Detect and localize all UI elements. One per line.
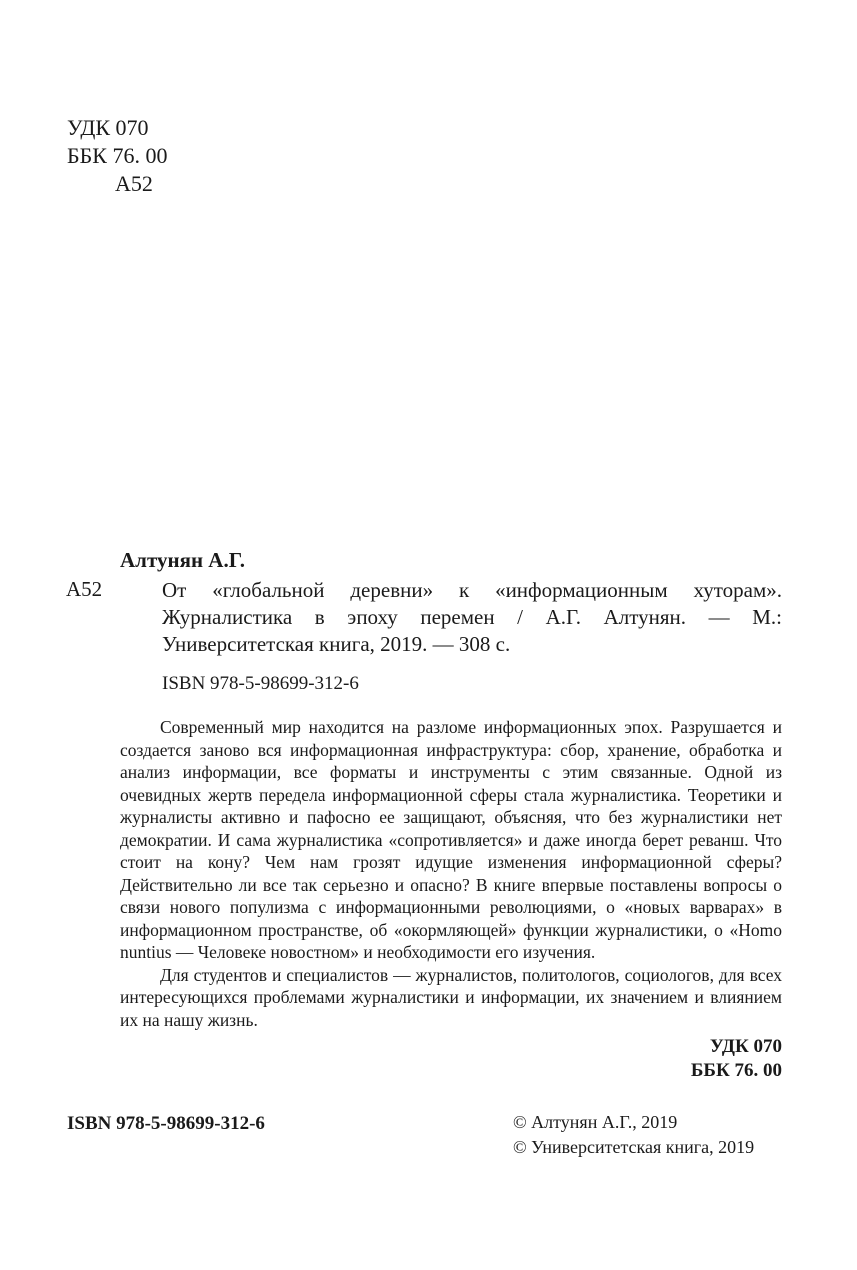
bibliographic-description: От «глобальной деревни» к «информационным хуторам». Журналистика в эпоху перемен / А.Г. Алтунян. — М.: Университетская книга, 2019. — 308 с. — [162, 578, 782, 656]
copyright-block — [513, 1110, 754, 1160]
catalog-author-mark: А52 — [66, 577, 103, 601]
bbk-code-bottom: ББК 76. 00 — [690, 1060, 782, 1081]
author-mark: А52 — [115, 171, 153, 196]
catalog-author: Алтунян А.Г. — [120, 548, 245, 572]
top-classification-codes — [67, 114, 167, 198]
udk-code-bottom: УДК 070 — [709, 1036, 782, 1057]
udk-code: УДК 070 — [67, 115, 149, 140]
bottom-classification-codes — [691, 1035, 782, 1083]
copyright-publisher: © Университетская книга, 2019 — [513, 1137, 755, 1157]
bbk-code: ББК 76. 00 — [67, 143, 168, 168]
annotation — [120, 716, 782, 1031]
annotation-paragraph: Для студентов и специалистов — журналистов, политологов, социологов, для всех интересующихся проблемами журналистики и информации, их значением и влиянием их на нашу жизнь. — [120, 964, 782, 1030]
copyright-author: © Алтунян А.Г., 2019 — [513, 1112, 678, 1132]
catalog-isbn: ISBN 978-5-98699-312-6 — [162, 673, 359, 694]
footer-isbn: ISBN 978-5-98699-312-6 — [67, 1113, 265, 1134]
annotation-paragraph: Современный мир находится на разломе информационных эпох. Разрушается и создается заново вся информационная инфраструктура: сбор, хранение, обработка и анализ информации, все форматы и инструменты с этим связанные. Одной из очевидных жертв передела информационной сферы стала журналистика. Теоретики и журналисты активно и пафосно ее защищают, объясняя, что без журналистики нет демократии. И сама журналистика «сопротивляется» и даже иногда берет реванш. Что стоит на кону? Чем нам грозят идущие изменения информационной сферы? Действительно ли все так серьезно и опасно? В книге впервые поставлены вопросы о связи нового популизма с информационными революциями, о «новых варварах» в информационном пространстве, об «окормляющей» функции журналистики, о «Homo nuntius — Человеке новостном» и необходимости его изучения. — [120, 717, 782, 962]
